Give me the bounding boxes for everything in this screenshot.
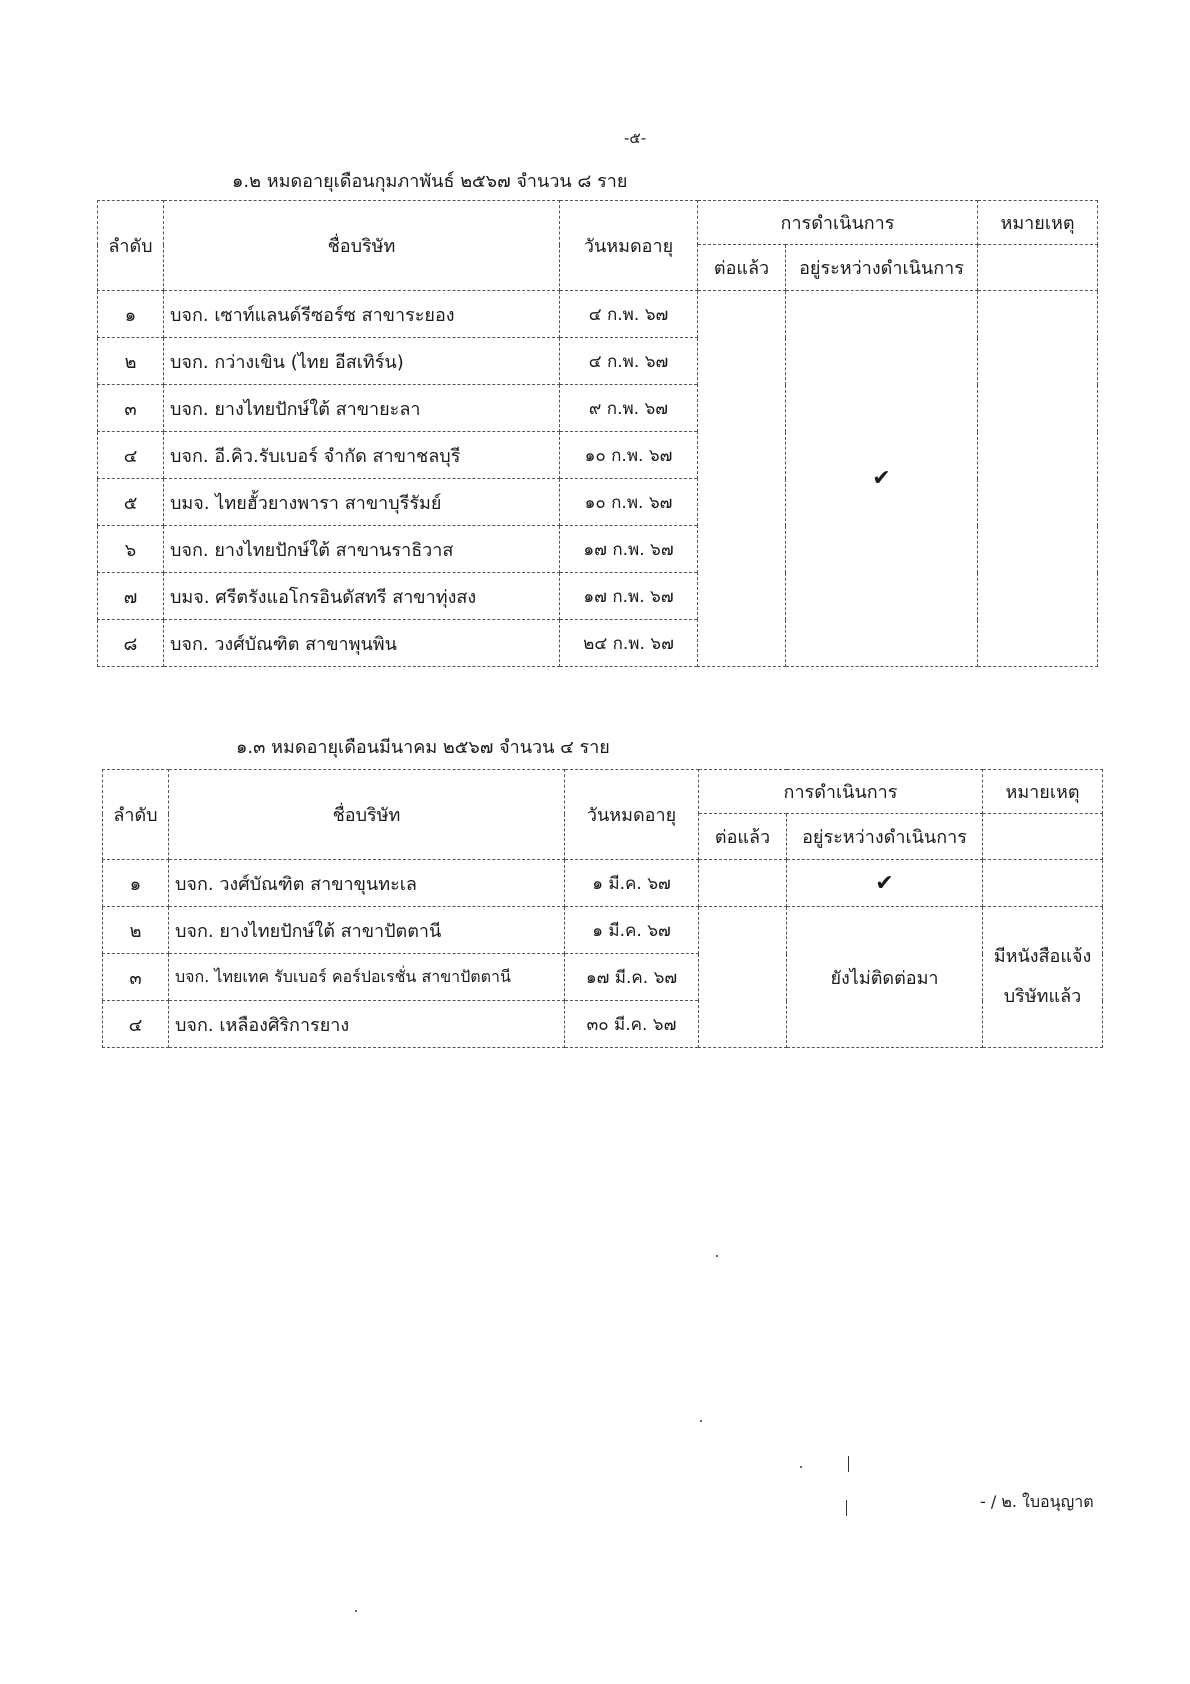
row-expiry: ๑๗ ก.พ. ๖๗ (560, 573, 698, 620)
header-renewed: ต่อแล้ว (698, 245, 786, 291)
remark-cell (983, 860, 1103, 907)
header-expiry: วันหมดอายุ (560, 201, 698, 291)
row-company: บมจ. ศรีตรังแอโกรอินดัสทรี สาขาทุ่งสง (164, 573, 560, 620)
row-company: บจก. กว่างเขิน (ไทย อีสเทิร์น) (164, 338, 560, 385)
row-no: ๖ (98, 526, 164, 573)
page-number: -๕- (624, 129, 647, 147)
row-company: บจก. ยางไทยปักษ์ใต้ สาขานราธิวาส (164, 526, 560, 573)
row-no: ๒ (98, 338, 164, 385)
march-expiry-table (102, 769, 1103, 1048)
row-company: บมจ. ไทยฮั้วยางพารา สาขาบุรีรัมย์ (164, 479, 560, 526)
header-action: การดำเนินการ (699, 770, 983, 814)
section-title-february: ๑.๒ หมดอายุเดือนกุมภาพันธ์ ๒๕๖๗ จำนวน ๘ ราย (232, 171, 628, 192)
row-expiry: ๑๗ มี.ค. ๖๗ (565, 954, 699, 1001)
header-in-progress: อยู่ระหว่างดำเนินการ (786, 245, 978, 291)
row-no: ๓ (98, 385, 164, 432)
row-expiry: ๔ ก.พ. ๖๗ (560, 291, 698, 338)
scan-speck (716, 1255, 718, 1257)
row-company: บจก. ไทยเทค รับเบอร์ คอร์ปอเรชั่น สาขาปัตตานี (169, 954, 565, 1001)
header-expiry: วันหมดอายุ (565, 770, 699, 860)
header-no: ลำดับ (103, 770, 169, 860)
renewed-cell (699, 860, 787, 907)
row-no: ๗ (98, 573, 164, 620)
status-not-contacted: ยังไม่ติดต่อมา (787, 907, 983, 1048)
header-company: ชื่อบริษัท (169, 770, 565, 860)
header-remark-blank (983, 814, 1103, 860)
row-company: บจก. วงศ์บัณฑิต สาขาขุนทะเล (169, 860, 565, 907)
row-company: บจก. อี.คิว.รับเบอร์ จำกัด สาขาชลบุรี (164, 432, 560, 479)
remark-letter-sent: มีหนังสือแจ้งบริษัทแล้ว (983, 907, 1103, 1048)
section-title-march: ๑.๓ หมดอายุเดือนมีนาคม ๒๕๖๗ จำนวน ๔ ราย (236, 737, 610, 758)
row-company: บจก. เซาท์แลนด์รีซอร์ซ สาขาระยอง (164, 291, 560, 338)
header-in-progress: อยู่ระหว่างดำเนินการ (787, 814, 983, 860)
in-progress-check: ✔ (786, 291, 978, 667)
table-row (103, 860, 1103, 907)
header-renewed: ต่อแล้ว (699, 814, 787, 860)
row-company: บจก. วงศ์บัณฑิต สาขาพุนพิน (164, 620, 560, 667)
row-no: ๑ (98, 291, 164, 338)
header-no: ลำดับ (98, 201, 164, 291)
header-remark-blank (978, 245, 1098, 291)
row-no: ๘ (98, 620, 164, 667)
row-expiry: ๑ มี.ค. ๖๗ (565, 907, 699, 954)
scan-speck (800, 1466, 802, 1468)
row-expiry: ๒๔ ก.พ. ๖๗ (560, 620, 698, 667)
row-no: ๔ (103, 1001, 169, 1048)
scan-mark (846, 1500, 847, 1516)
footer-continuation-note: - / ๒. ใบอนุญาต (980, 1492, 1094, 1511)
row-expiry: ๑๐ ก.พ. ๖๗ (560, 432, 698, 479)
row-company: บจก. เหลืองศิริการยาง (169, 1001, 565, 1048)
row-no: ๓ (103, 954, 169, 1001)
row-company: บจก. ยางไทยปักษ์ใต้ สาขายะลา (164, 385, 560, 432)
row-no: ๒ (103, 907, 169, 954)
row-expiry: ๑๐ ก.พ. ๖๗ (560, 479, 698, 526)
header-company: ชื่อบริษัท (164, 201, 560, 291)
row-no: ๔ (98, 432, 164, 479)
row-expiry: ๑ มี.ค. ๖๗ (565, 860, 699, 907)
row-no: ๕ (98, 479, 164, 526)
scan-speck (355, 1610, 357, 1612)
header-action: การดำเนินการ (698, 201, 978, 245)
row-expiry: ๙ ก.พ. ๖๗ (560, 385, 698, 432)
row-no: ๑ (103, 860, 169, 907)
table-row (103, 907, 1103, 954)
scan-speck (700, 1420, 702, 1422)
renewed-group-cell (699, 907, 787, 1048)
row-company: บจก. ยางไทยปักษ์ใต้ สาขาปัตตานี (169, 907, 565, 954)
remark-column-cell (978, 291, 1098, 667)
header-remark: หมายเหตุ (978, 201, 1098, 245)
row-expiry: ๔ ก.พ. ๖๗ (560, 338, 698, 385)
renewed-column-cell (698, 291, 786, 667)
row-expiry: ๓๐ มี.ค. ๖๗ (565, 1001, 699, 1048)
row-expiry: ๑๗ ก.พ. ๖๗ (560, 526, 698, 573)
scan-mark (848, 1456, 849, 1472)
february-expiry-table (97, 200, 1098, 667)
header-remark: หมายเหตุ (983, 770, 1103, 814)
in-progress-check: ✔ (787, 860, 983, 907)
table-row (98, 291, 1098, 338)
